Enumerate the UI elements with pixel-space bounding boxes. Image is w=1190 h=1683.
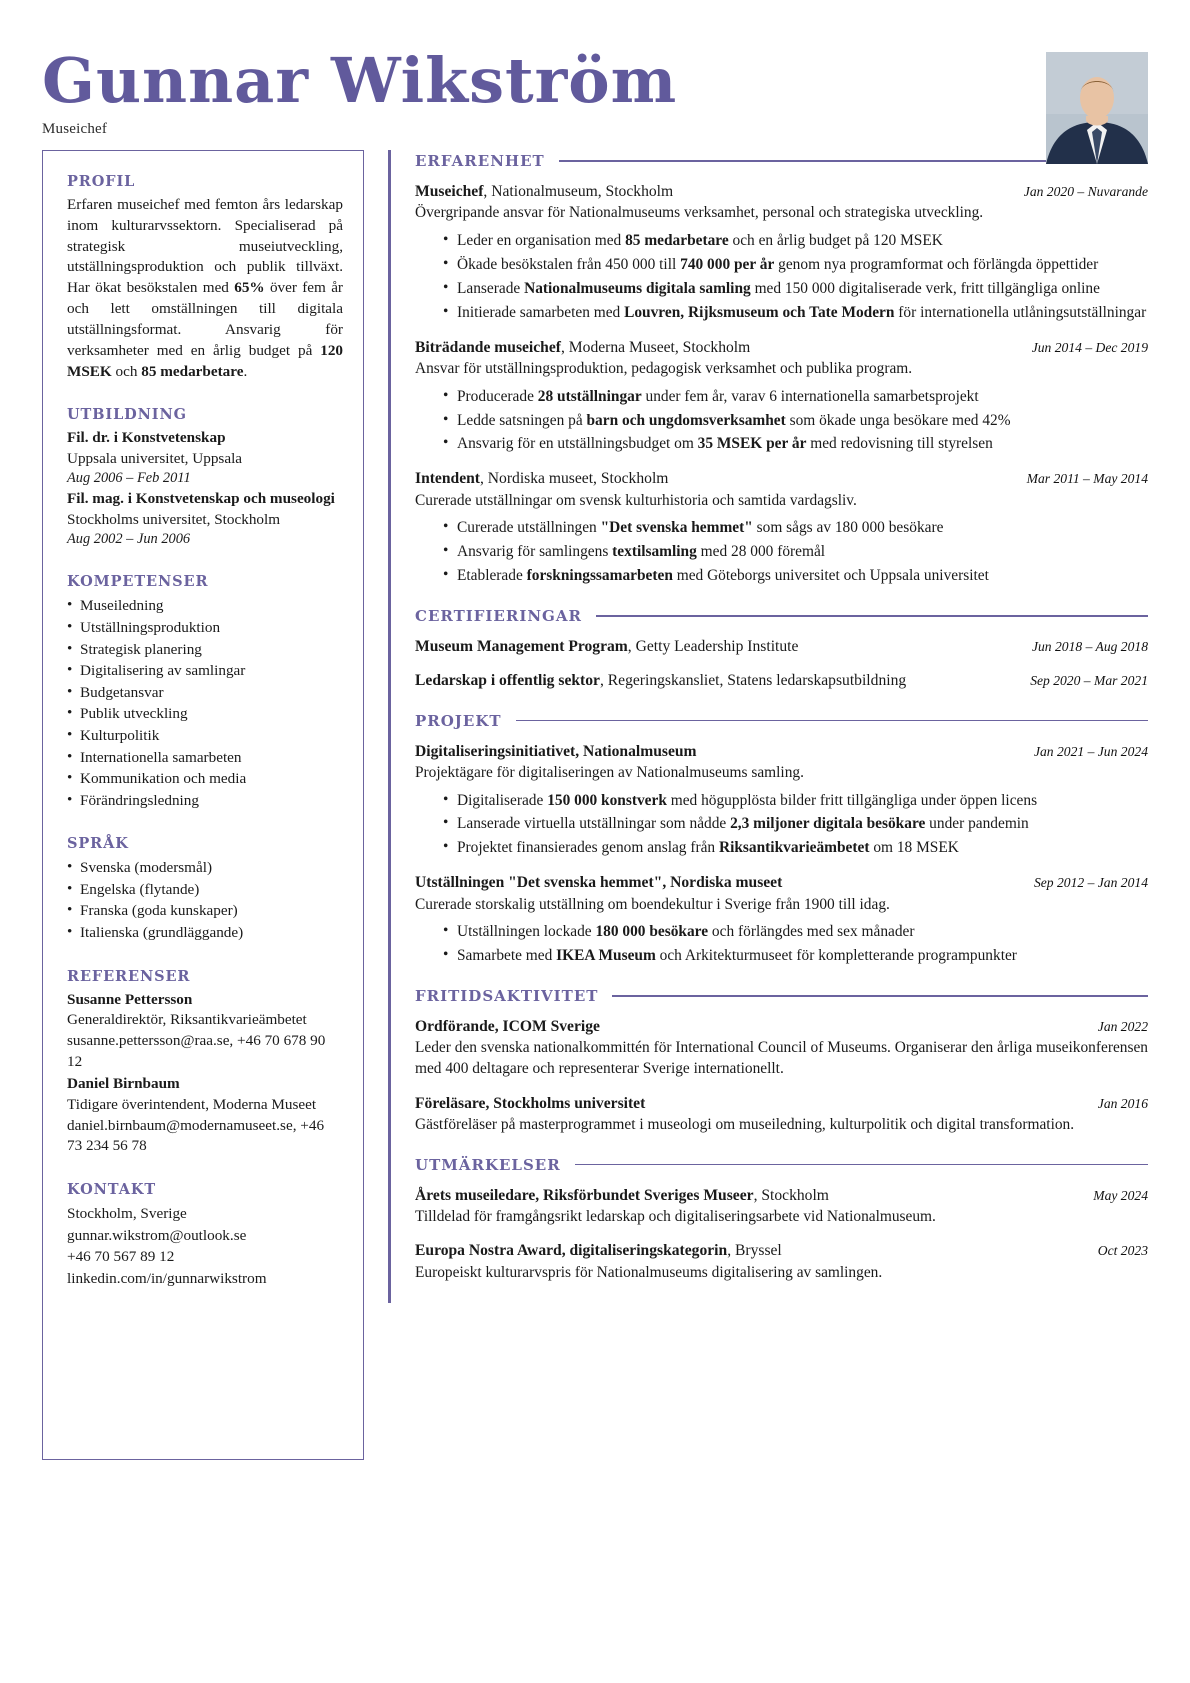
- reference-item: [67, 1074, 343, 1157]
- section-title: PROJEKT: [415, 711, 502, 730]
- sidebar: [42, 150, 364, 1460]
- section-header: [415, 152, 1148, 170]
- education-date: Aug 2006 – Feb 2011: [67, 469, 191, 486]
- entry: [415, 873, 1148, 967]
- entry-title: Museichef, Nationalmuseum, Stockholm: [415, 183, 674, 200]
- entry-title: Europa Nostra Award, digitaliseringskategorin, Bryssel: [415, 1242, 782, 1260]
- bullet-item: • Lanserade Nationalmuseums digitala samling med 150 000 digitaliserade verk, fritt tillgängliga online: [443, 279, 1148, 300]
- entry-title: Digitaliseringsinitiativet, Nationalmuseum: [415, 742, 697, 760]
- bullet-item: • Digitaliserade 150 000 konstverk med högupplösta bilder fritt tillgängliga under öppen licens: [443, 791, 1148, 812]
- entry-description: Curerade utställningar om svensk kulturhistoria och samtida vardagsliv.: [415, 491, 857, 509]
- bullet-item: • Samarbete med IKEA Museum och Arkitekturmuseet för kompletterande programpunkter: [443, 946, 1148, 967]
- reference-contact[interactable]: daniel.birnbaum@modernamuseet.se, +46 73 234 56 78: [67, 1116, 325, 1155]
- languages-list: [67, 857, 343, 943]
- sidebar-heading-references: REFERENSER: [67, 967, 191, 985]
- list-item: • Engelska (flytande): [67, 879, 343, 901]
- entry: [415, 182, 1148, 324]
- entry: [415, 338, 1148, 456]
- entry-date: May 2024: [1093, 1187, 1148, 1203]
- list-item: • Museiledning: [67, 595, 343, 617]
- section-title: ERFARENHET: [415, 152, 545, 170]
- entry-title: Ledarskap i offentlig sektor, Regeringskansliet, Statens ledarskapsutbildning: [415, 672, 907, 690]
- education-degree: Fil. dr. i Konstvetenskap: [67, 429, 226, 447]
- skills-list: [67, 595, 343, 811]
- education-list: [67, 428, 343, 549]
- sidebar-section-profile: [67, 173, 343, 382]
- entry-header: [415, 671, 1148, 691]
- last-name: Wikström: [331, 44, 678, 117]
- sidebar-section-languages: [67, 835, 343, 943]
- entry-description: Gästföreläser på masterprogrammet i museologi om museiledning, kulturpolitik och digital transformation.: [415, 1115, 1075, 1133]
- section-header: [415, 712, 1148, 730]
- contact-list: [67, 1203, 343, 1289]
- entry-bullets: [415, 922, 1148, 967]
- list-item: • Kulturpolitik: [67, 725, 343, 747]
- section-header: [415, 1156, 1148, 1174]
- list-item: • Förändringsledning: [67, 790, 343, 812]
- education-institution: Stockholms universitet, Stockholm: [67, 510, 281, 528]
- page-title: [42, 44, 1150, 117]
- entry: [415, 1241, 1148, 1283]
- reference-item: [67, 990, 343, 1073]
- entry-bullets: [415, 387, 1148, 456]
- cv-body: [0, 150, 1190, 1460]
- entry-title: Ordförande, ICOM Sverige: [415, 1018, 600, 1036]
- entry-title: Utställningen "Det svenska hemmet", Nordiska museet: [415, 874, 783, 892]
- sidebar-section-education: [67, 406, 343, 549]
- sidebar-section-contact: [67, 1181, 343, 1289]
- sidebar-section-skills: [67, 573, 343, 811]
- entry-description: Övergripande ansvar för Nationalmuseums verksamhet, personal och strategiska utveckling.: [415, 204, 984, 222]
- entry-description: Europeiskt kulturarvspris för Nationalmuseums digitalisering av samlingen.: [415, 1263, 883, 1281]
- contact-line[interactable]: +46 70 567 89 12: [67, 1248, 175, 1266]
- list-item: • Budgetansvar: [67, 682, 343, 704]
- entry-header: [415, 1094, 1148, 1114]
- entry: [415, 1186, 1148, 1228]
- bullet-item: • Leder en organisation med 85 medarbetare och en årlig budget på 120 MSEK: [443, 231, 1148, 252]
- entry-title: Årets museiledare, Riksförbundet Sveriges Museer, Stockholm: [415, 1186, 829, 1204]
- bullet-item: • Ansvarig för en utställningsbudget om 35 MSEK per år med redovisning till styrelsen: [443, 434, 1148, 455]
- list-item: • Strategisk planering: [67, 639, 343, 661]
- list-item: • Kommunikation och media: [67, 768, 343, 790]
- list-item: • Italienska (grundläggande): [67, 922, 343, 944]
- contact-line[interactable]: gunnar.wikstrom@outlook.se: [67, 1226, 247, 1244]
- entry-date: Sep 2012 – Jan 2014: [1033, 875, 1148, 891]
- entry-date: Oct 2023: [1097, 1243, 1148, 1259]
- portrait-photo-icon: [1046, 52, 1148, 164]
- entry-title: Föreläsare, Stockholms universitet: [415, 1094, 646, 1112]
- entry-title: Intendent, Nordiska museet, Stockholm: [415, 470, 669, 488]
- section-projects: [415, 712, 1148, 968]
- entry: [415, 742, 1148, 860]
- entry-date: Jan 2021 – Jun 2024: [1033, 743, 1148, 759]
- contact-line[interactable]: Stockholm, Sverige: [67, 1204, 187, 1222]
- bullet-item: • Lanserade virtuella utställningar som nådde 2,3 miljoner digitala besökare under pandemin: [443, 814, 1148, 835]
- entry-description: Ansvar för utställningsproduktion, pedagogisk verksamhet och publika program.: [415, 359, 913, 377]
- entry-bullets: [415, 231, 1148, 324]
- list-item: • Franska (goda kunskaper): [67, 900, 343, 922]
- section-rule: [516, 720, 1148, 722]
- profile-text: Erfaren museichef med femton års ledarskap inom kulturarvssektorn. Specialiserad på strategisk museiutveckling, utställningsproduktion och publik tillväxt. Har ökat besökstalen med 65% över fem år och lett omställningen till digitala utställningsformat. Ansvarig för verksamheter med en årlig budget på 120 MSEK och 85 medarbetare.: [67, 196, 343, 380]
- entry-header: [415, 182, 1148, 202]
- section-awards: [415, 1156, 1148, 1284]
- section-title: UTMÄRKELSER: [415, 1155, 561, 1174]
- job-title-subtitle: Museichef: [42, 121, 108, 138]
- list-item: • Utställningsproduktion: [67, 617, 343, 639]
- sidebar-heading-skills: KOMPETENSER: [67, 573, 209, 591]
- education-institution: Uppsala universitet, Uppsala: [67, 449, 243, 467]
- reference-role: Generaldirektör, Riksantikvarieämbetet: [67, 1011, 307, 1029]
- entry-header: [415, 1017, 1148, 1037]
- section-experience: [415, 152, 1148, 587]
- bullet-item: • Ledde satsningen på barn och ungdomsverksamhet som ökade unga besökare med 42%: [443, 411, 1148, 432]
- bullet-item: • Curerade utställningen "Det svenska hemmet" som sågs av 180 000 besökare: [443, 518, 1148, 539]
- entry: [415, 469, 1148, 587]
- entry: [415, 637, 1148, 657]
- entry-title: Biträdande museichef, Moderna Museet, Stockholm: [415, 338, 751, 356]
- education-item: [67, 489, 343, 549]
- entry-date: Mar 2011 – May 2014: [1026, 471, 1148, 487]
- bullet-item: • Ansvarig för samlingens textilsamling med 28 000 föremål: [443, 542, 1148, 563]
- sidebar-heading-contact: KONTAKT: [67, 1180, 157, 1198]
- section-activities: [415, 987, 1148, 1135]
- sidebar-heading-profile: PROFIL: [67, 173, 136, 190]
- entry-header: [415, 637, 1148, 657]
- education-degree: Fil. mag. i Konstvetenskap och museologi: [67, 490, 335, 508]
- entry-header: [415, 873, 1148, 893]
- section-title: FRITIDSAKTIVITET: [415, 987, 599, 1006]
- references-list: [67, 990, 343, 1157]
- entry-date: Jan 2016: [1097, 1095, 1148, 1111]
- sidebar-heading-languages: SPRÅK: [67, 835, 129, 853]
- entry-bullets: [415, 518, 1148, 587]
- list-item: • Svenska (modersmål): [67, 857, 343, 879]
- section-rule: [575, 1164, 1148, 1166]
- entry-header: [415, 742, 1148, 762]
- section-certifications: [415, 607, 1148, 692]
- entry: [415, 671, 1148, 691]
- entry-header: [415, 1241, 1148, 1261]
- education-item: [67, 428, 343, 488]
- entry: [415, 1094, 1148, 1136]
- section-rule: [612, 995, 1148, 997]
- sidebar-section-references: [67, 968, 343, 1157]
- entry-header: [415, 338, 1148, 358]
- list-item: • Internationella samarbeten: [67, 747, 343, 769]
- entry-description: Leder den svenska nationalkommittén för International Council of Museums. Organiserar den årliga museikonferensen med 400 deltagare och representerar Sverige internationellt.: [415, 1039, 1148, 1078]
- reference-name: Susanne Pettersson: [67, 990, 193, 1008]
- entry-date: Jan 2020 – Nuvarande: [1023, 184, 1148, 199]
- avatar: [1046, 52, 1148, 164]
- entry-description: Projektägare för digitaliseringen av Nationalmuseums samling.: [415, 763, 804, 781]
- reference-name: Daniel Birnbaum: [67, 1075, 180, 1093]
- contact-line[interactable]: linkedin.com/in/gunnarwikstrom: [67, 1269, 267, 1287]
- list-item: • Digitalisering av samlingar: [67, 660, 343, 682]
- section-rule: [596, 615, 1148, 617]
- entry-title: Museum Management Program, Getty Leadership Institute: [415, 638, 799, 656]
- entry-header: [415, 469, 1148, 489]
- reference-role: Tidigare överintendent, Moderna Museet: [67, 1095, 317, 1113]
- section-title: CERTIFIERINGAR: [415, 607, 582, 626]
- entry-date: Jan 2022: [1097, 1019, 1148, 1035]
- bullet-item: • Ökade besökstalen från 450 000 till 740 000 per år genom nya programformat och förlängda öppettider: [443, 255, 1148, 276]
- bullet-item: • Producerade 28 utställningar under fem år, varav 6 internationella samarbetsprojekt: [443, 387, 1148, 408]
- entry-description: Curerade storskalig utställning om boendekultur i Sverige från 1900 till idag.: [415, 895, 890, 913]
- bullet-item: • Etablerade forskningssamarbeten med Göteborgs universitet och Uppsala universitet: [443, 566, 1148, 587]
- section-header: [415, 607, 1148, 625]
- section-header: [415, 987, 1148, 1005]
- entry-header: [415, 1186, 1148, 1206]
- bullet-item: • Projektet finansierades genom anslag från Riksantikvarieämbetet om 18 MSEK: [443, 838, 1148, 859]
- main-column: [388, 150, 1148, 1303]
- reference-contact[interactable]: susanne.pettersson@raa.se, +46 70 678 90 12: [67, 1031, 326, 1070]
- entry-date: Sep 2020 – Mar 2021: [1030, 673, 1148, 689]
- entry: [415, 1017, 1148, 1080]
- sidebar-heading-education: UTBILDNING: [67, 406, 187, 424]
- entry-bullets: [415, 791, 1148, 860]
- entry-description: Tilldelad för framgångsrikt ledarskap och digitaliseringsarbete vid Nationalmuseum.: [415, 1207, 936, 1225]
- education-date: Aug 2002 – Jun 2006: [67, 530, 191, 547]
- cv-header: [0, 0, 1190, 150]
- bullet-item: • Initierade samarbeten med Louvren, Rijksmuseum och Tate Modern för internationella utlåningsutställningar: [443, 303, 1148, 324]
- list-item: • Publik utveckling: [67, 703, 343, 725]
- first-name: Gunnar: [42, 44, 310, 117]
- entry-date: Jun 2014 – Dec 2019: [1031, 339, 1148, 355]
- entry-date: Jun 2018 – Aug 2018: [1031, 639, 1148, 655]
- bullet-item: • Utställningen lockade 180 000 besökare och förlängdes med sex månader: [443, 922, 1148, 943]
